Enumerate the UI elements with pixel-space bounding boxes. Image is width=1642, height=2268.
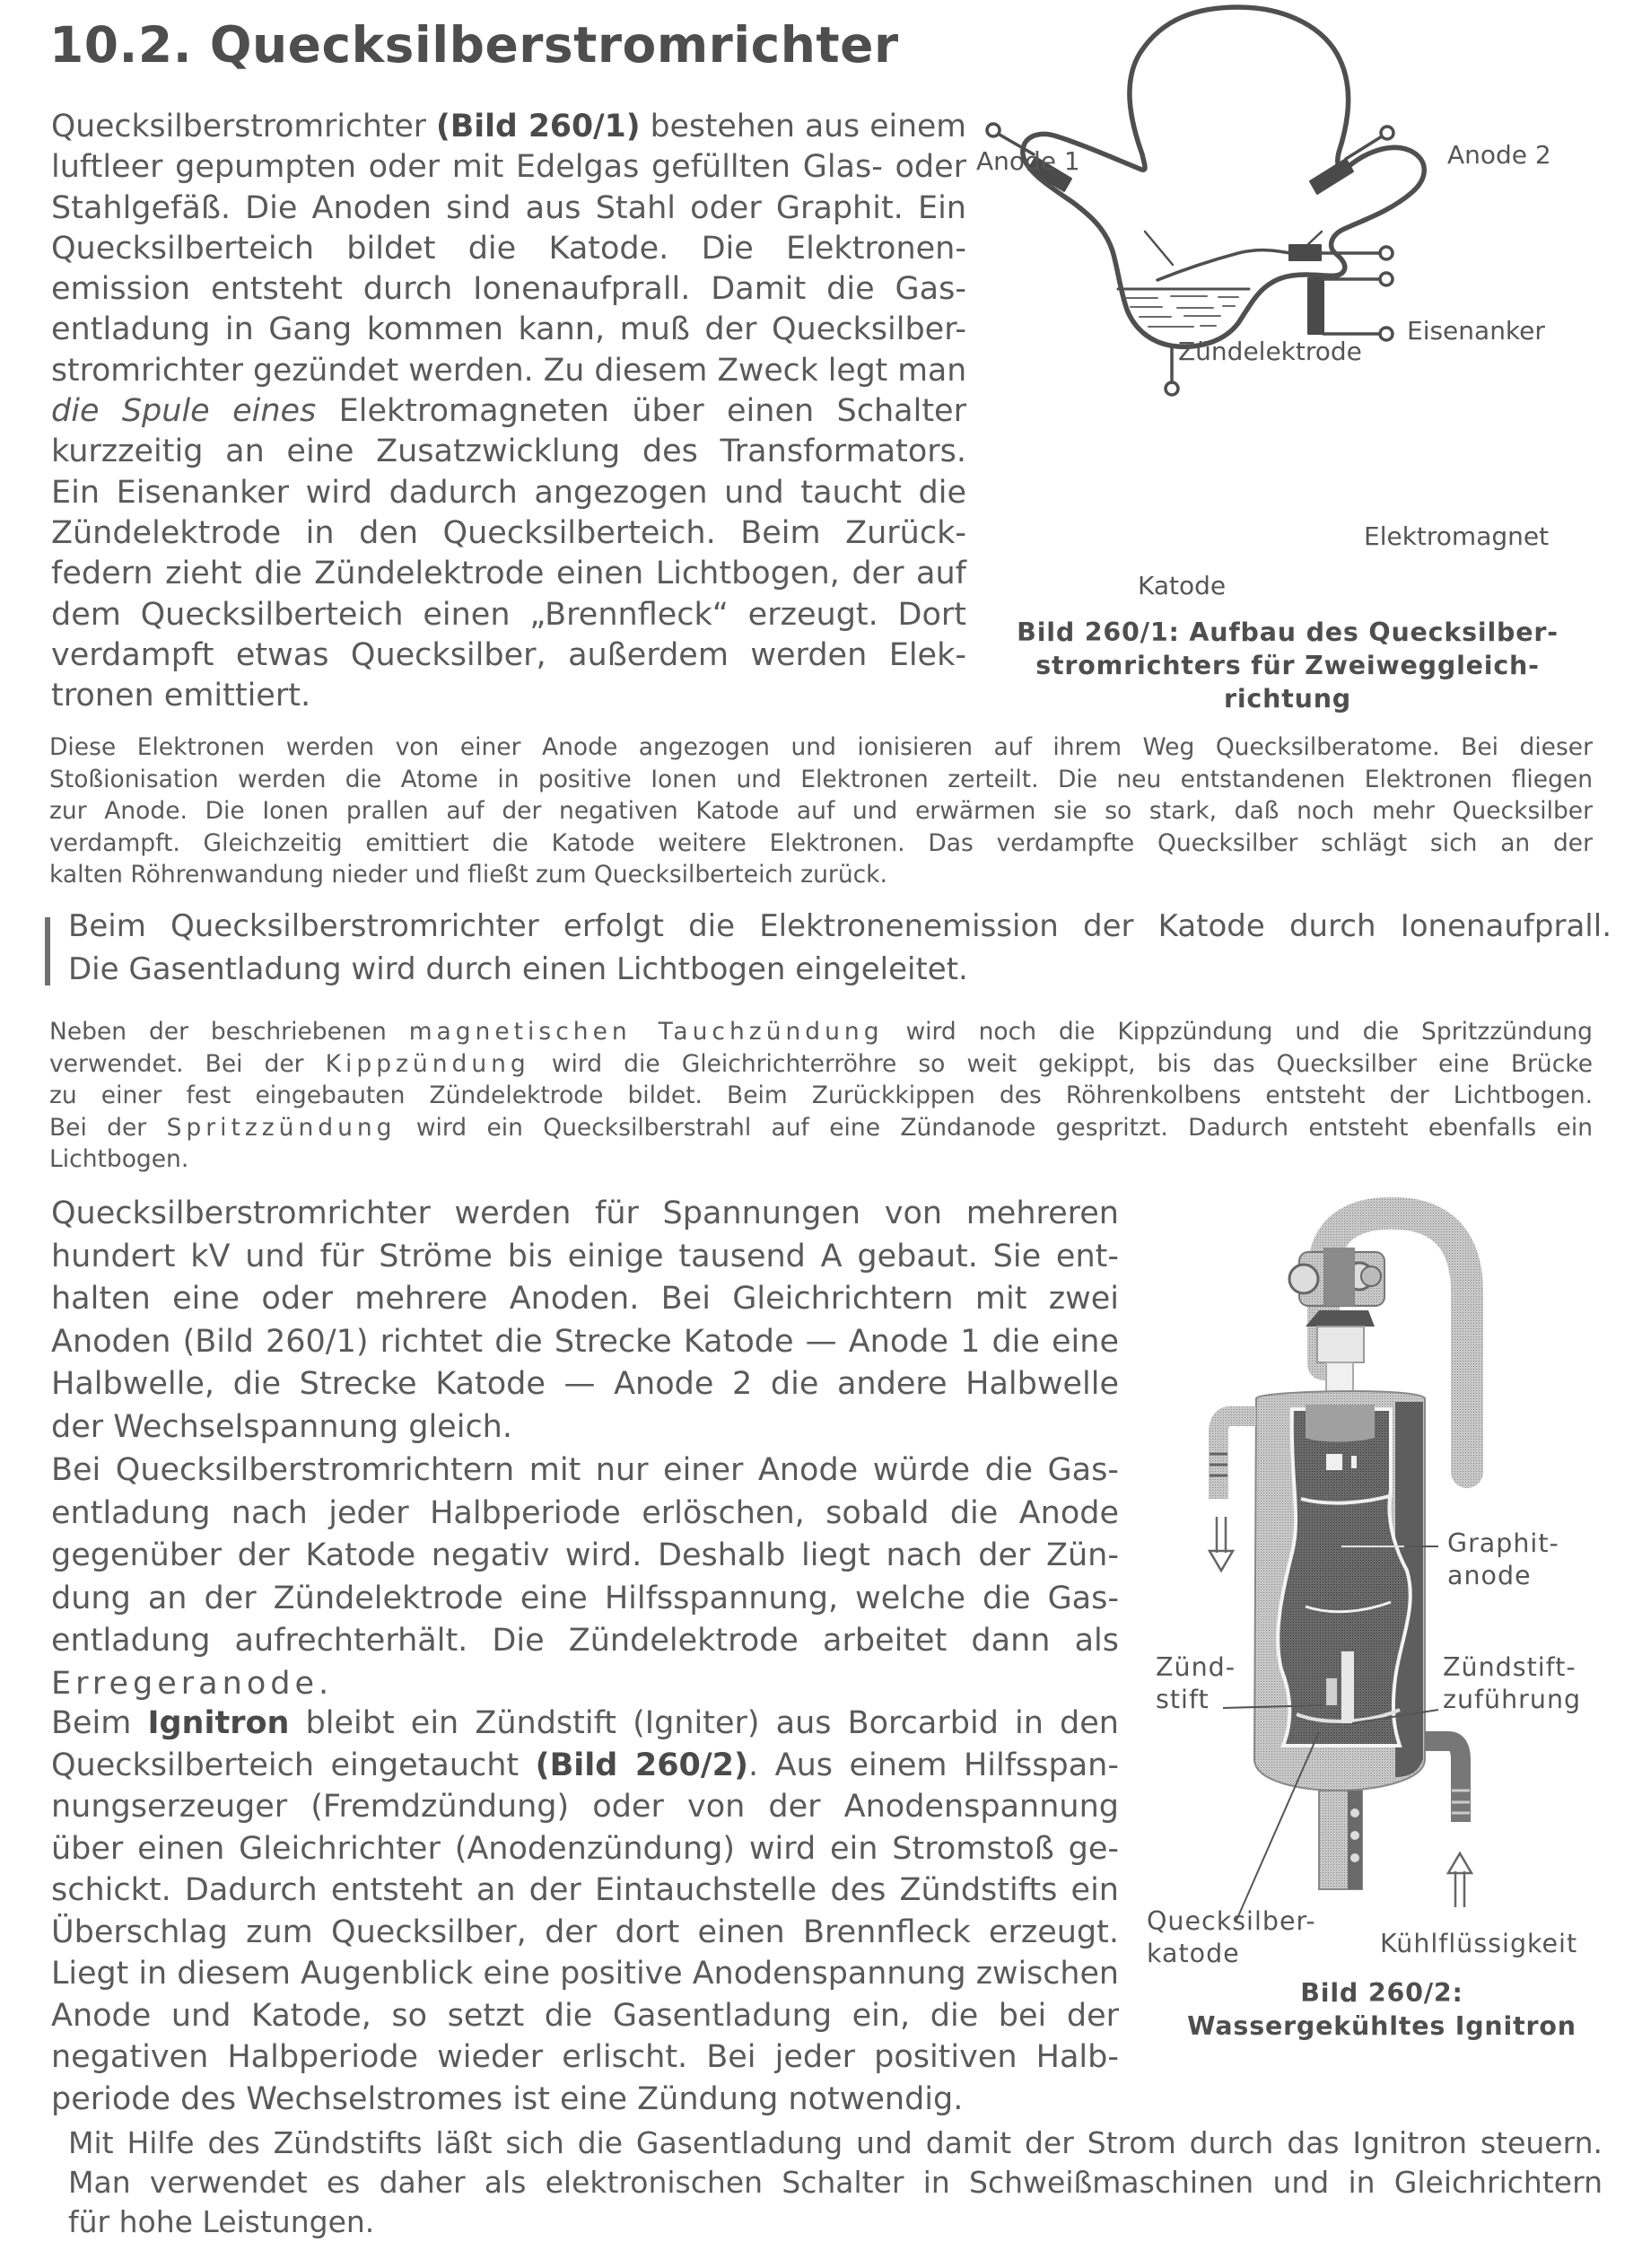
text-line: Halbwelle, die Strecke Katode — Anode 2 die andere Halbwelle — [51, 1366, 1119, 1402]
text-line: Anoden (Bild 260/1) richtet die Strecke Katode — Anode 1 die eine — [51, 1323, 1119, 1360]
label-katode: Katode — [1138, 571, 1227, 600]
text-line — [51, 1745, 1119, 1787]
section-number: 10.2. — [49, 16, 193, 74]
text-line: negativen Halbperiode wieder erlischt. Bei jeder positiven Halb- — [51, 2039, 1119, 2075]
figure-260-1 — [969, 0, 1642, 718]
text-line: Lichtbogen. — [49, 1145, 189, 1173]
text-line: entladung nach jeder Halbperiode erlöschen, sobald die Anode — [51, 1494, 1119, 1531]
text-line: Bei Quecksilberstromrichtern mit nur einer Anode würde die Gas- — [51, 1452, 1119, 1488]
text-line: Überschlag zum Quecksilber, der dort einen Brennfleck erzeugt. — [51, 1913, 1119, 1950]
text-line: Mit Hilfe des Zündstifts läßt sich die Gasentladung und damit der Strom durch das Ignitron steuern. — [68, 2125, 1603, 2160]
text-run: Quecksilberstromrichter — [51, 109, 437, 144]
text-line: Stoßionisation werden die Atome in positive Ionen und Elektronen zerteilt. Die neu entstandenen Elektronen fliegen — [49, 765, 1593, 793]
text-line: für hohe Leistungen. — [68, 2204, 375, 2239]
text-line: hundert kV und für Ströme bis einige tausend A gebaut. Sie ent- — [51, 1238, 1119, 1274]
text-line: Quecksilberteich bildet die Katode. Die Elektronen- — [51, 230, 966, 267]
text-line: zu einer fest eingebauten Zündelektrode bildet. Beim Zurückkippen des Röhrenkolbens entsteht der Lichtbogen. — [49, 1081, 1593, 1109]
label-line: zuführung — [1443, 1685, 1582, 1714]
label-anode-1: Anode 1 — [976, 146, 1080, 176]
text-run: . Aus einem Hilfsspan- — [748, 1747, 1119, 1783]
text-run: bestehen aus einem — [640, 109, 966, 144]
term-ignitron: Ignitron — [147, 1705, 290, 1741]
text-line: nungserzeuger (Fremdzündung) oder von der Anodenspannung — [51, 1789, 1119, 1825]
text-line: periode des Wechselstromes ist eine Zündung notwendig. — [51, 2080, 964, 2117]
label-line: katode — [1147, 1939, 1240, 1968]
text-run: Neben der beschriebenen — [49, 1018, 409, 1046]
text-line — [49, 1048, 1593, 1081]
label-zuendstift — [1156, 1651, 1236, 1716]
key-statement-1 — [68, 905, 1611, 991]
emphasis: die Spule eines — [51, 393, 317, 430]
text-line — [51, 391, 966, 432]
text-line: federn zieht die Zündelektrode einen Lichtbogen, der auf — [51, 556, 966, 592]
paragraph-intro — [51, 107, 966, 716]
section-heading — [49, 16, 899, 74]
label-zuendstift-zufuehrung — [1443, 1651, 1581, 1716]
label-line: Zünd- — [1156, 1652, 1236, 1682]
label-elektromagnet: Elektromagnet — [1364, 521, 1550, 551]
text-line: Man verwendet es daher als elektronischen Schalter in Schweißmaschinen und in Gleichrichtern — [68, 2165, 1603, 2200]
paragraph-ignitron — [51, 1703, 1119, 2120]
label-line: Zündstift- — [1443, 1652, 1576, 1682]
figure-reference: (Bild 260/1) — [436, 109, 641, 144]
text-line: Anode und Katode, so setzt die Gasentladung ein, die bei der — [51, 1997, 1119, 2034]
text-line: stromrichter gezündet werden. Zu diesem Zweck legt man — [51, 352, 967, 389]
text-line — [51, 1703, 1119, 1745]
text-run: Bei der — [49, 1113, 167, 1142]
paragraph-ionisation — [49, 731, 1593, 891]
text-run: Beim — [51, 1705, 148, 1741]
text-line: Beim Quecksilberstromrichter erfolgt die Elektronenemission der Katode durch Ionenaufprall. — [68, 908, 1611, 944]
text-run: bleibt ein Zündstift (Igniter) aus Borcarbid in den — [289, 1705, 1119, 1741]
spaced-term: Kippzündung — [325, 1049, 530, 1078]
caption-line: Wassergekühltes Ignitron — [1187, 2011, 1576, 2041]
caption-line: Bild 260/1: Aufbau des Quecksilber- — [1017, 617, 1559, 647]
section-title: Quecksilberstromrichter — [209, 16, 899, 74]
text-line: Erregeranode. — [51, 1665, 334, 1702]
label-anode-2: Anode 2 — [1447, 140, 1551, 170]
label-graphitanode — [1447, 1528, 1559, 1592]
caption-line: stromrichters für Zweiweggleich- — [1035, 651, 1540, 680]
paragraph-ignition-methods — [49, 1016, 1593, 1176]
label-eisenanker: Eisenanker — [1407, 316, 1545, 346]
text-line: halten eine oder mehrere Anoden. Bei Gleichrichtern mit zwei — [51, 1281, 1119, 1317]
spaced-term: magnetischen Tauchzündung — [408, 1018, 884, 1046]
text-line: verdampft etwas Quecksilber, außerdem werden Elek- — [51, 636, 966, 673]
figure-caption-260-2 — [1140, 1976, 1624, 2043]
text-run: verwendet. Bei der — [49, 1049, 326, 1078]
text-line: dung an der Zündelektrode eine Hilfsspannung, welche die Gas- — [51, 1580, 1119, 1616]
text-run: Elektromagneten über einen Schalter — [316, 393, 966, 430]
text-line: kurzzeitig an eine Zusatzwicklung des Transformators. — [51, 433, 966, 470]
text-line: Quecksilberstromrichter werden für Spannungen von mehreren — [51, 1195, 1119, 1231]
caption-line: richtung — [1223, 684, 1351, 714]
text-run: Quecksilberteich eingetaucht — [51, 1747, 536, 1783]
text-line: der Wechselspannung gleich. — [51, 1408, 512, 1445]
text-line: entladung aufrechterhält. Die Zündelektrode arbeitet dann als — [51, 1623, 1119, 1659]
figure-reference: (Bild 260/2) — [535, 1747, 749, 1783]
key-statement-2 — [68, 2124, 1603, 2242]
text-line: emission entsteht durch Ionenaufprall. Damit die Gas- — [51, 271, 966, 308]
text-line — [51, 107, 966, 147]
text-line: Liegt in diesem Augenblick eine positive Anodenspannung zwischen — [51, 1956, 1119, 1992]
text-line: kalten Röhrenwandung nieder und fließt zum Quecksilberteich zurück. — [49, 861, 887, 889]
figure-caption-260-1 — [1005, 616, 1570, 715]
paragraph-ratings — [51, 1193, 1119, 1449]
text-line — [49, 1016, 1593, 1048]
highlight-bar — [45, 917, 50, 985]
text-line: über einen Gleichrichter (Anodenzündung) wird ein Stromstoß ge- — [51, 1830, 1119, 1867]
figure-260-2 — [1140, 1194, 1642, 2055]
text-line: tronen emittiert. — [51, 678, 311, 714]
spaced-term: Spritzzündung — [166, 1113, 397, 1142]
text-run: wird ein Quecksilberstrahl auf eine Zündanode gespritzt. Dadurch entsteht ebenfalls ein — [396, 1113, 1594, 1142]
text-line — [49, 1112, 1593, 1144]
label-line: Quecksilber- — [1147, 1906, 1316, 1936]
text-run: wird noch die Kippzündung und die Spritzzündung — [883, 1018, 1593, 1046]
text-line: schickt. Dadurch entsteht an der Eintauchstelle des Zündstifts ein — [51, 1872, 1119, 1908]
caption-line: Bild 260/2: — [1300, 1978, 1463, 2008]
label-line: stift — [1156, 1685, 1210, 1714]
text-line: verdampft. Gleichzeitig emittiert die Katode weitere Elektronen. Das verdampfte Quecksilber schlägt sich an der — [49, 828, 1593, 857]
text-line: Ein Eisenanker wird dadurch angezogen und taucht die — [51, 474, 966, 511]
label-zuendelektrode: Zündelektrode — [1178, 337, 1362, 366]
text-line: Die Gasentladung wird durch einen Lichtbogen eingeleitet. — [68, 951, 968, 987]
label-line: Graphit- — [1447, 1528, 1559, 1558]
text-line: Diese Elektronen werden von einer Anode angezogen und ionisieren auf ihrem Weg Quecksilberatome. Bei dieser — [49, 733, 1593, 761]
text-line: gegenüber der Katode negativ wird. Deshalb liegt nach der Zün- — [51, 1537, 1119, 1573]
text-run: wird die Gleichrichterröhre so weit gekippt, bis das Quecksilber eine Brücke — [529, 1049, 1594, 1078]
paragraph-single-anode — [51, 1449, 1119, 1705]
text-line: luftleer gepumpten oder mit Edelgas gefüllten Glas- oder — [51, 149, 966, 186]
label-line: anode — [1447, 1561, 1532, 1590]
text-line: zur Anode. Die Ionen prallen auf der negativen Katode auf und erwärmen sie so stark, daß noch mehr Quecksilber — [49, 797, 1593, 825]
label-kuehlfluessigkeit: Kühlflüssigkeit — [1380, 1929, 1578, 1958]
text-line: Stahlgefäß. Die Anoden sind aus Stahl oder Graphit. Ein — [51, 189, 966, 226]
text-line: entladung in Gang kommen kann, muß der Quecksilber- — [51, 311, 966, 348]
text-line: dem Quecksilberteich einen „Brennfleck“ erzeugt. Dort — [51, 596, 966, 633]
label-quecksilberkatode — [1147, 1905, 1316, 1970]
text-line: Zündelektrode in den Quecksilberteich. Beim Zurück- — [51, 514, 966, 551]
